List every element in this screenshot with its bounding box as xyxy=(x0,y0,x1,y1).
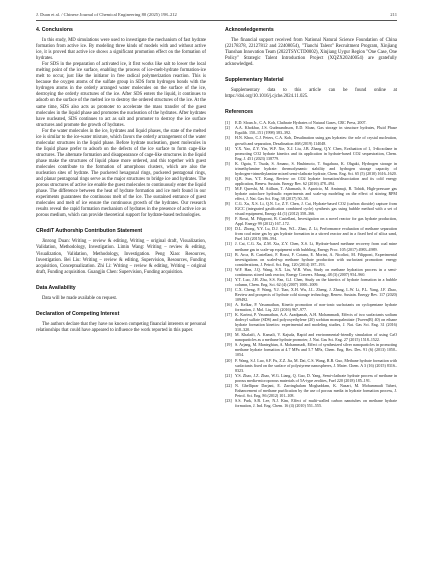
reference-number: [16] xyxy=(225,302,232,308)
data-availability-section xyxy=(36,284,206,302)
conclusions-section xyxy=(36,26,206,219)
reference-number: [14] xyxy=(225,276,232,282)
reference-number: [20] xyxy=(225,357,232,363)
reference-text: S. Arjang, M. Manteghian, A. Mohammadi, Effect of synthesized silver nanoparticles in promoting methane hydrate formation at 4.7 MPa and 5.7 MPa, Chem. Eng. Res. Des. 91 (6) (2013) 1050–1054. xyxy=(235,342,397,358)
reference-list xyxy=(225,120,397,408)
declaration-heading: Declaration of Competing Interest xyxy=(36,310,120,317)
header-divider xyxy=(36,20,397,21)
reference-item xyxy=(225,332,397,342)
reference-text: M. Khalaifi, A. Kamali, V. Kajuda, Rapid and environmental-friendly simulation of using CaO nanoparticles as a methane hydrate promoter, J. Nat. Gas Sci. Eng. 27 (2015) 1518–1522. xyxy=(235,332,397,343)
acknowledgements-section xyxy=(225,26,397,68)
reference-text: E.D. Sloan Jr., C.A. Koh, Clathrate Hydrates of Natural Gases, CRC Press, 2007. xyxy=(235,120,367,126)
right-column xyxy=(225,26,397,408)
reference-text: D.L. Zhong, Y.Y. Lu, D.J. Sun, W.L. Zhao, Z. Li, Performance evaluation of methane separation from coal mine gas by gas hydrate formation in a stirred reactor and in a fixed bed of silica sand, Fuel 143 (2015) 586–594. xyxy=(235,226,397,242)
reference-item xyxy=(225,161,397,176)
reference-number: [13] xyxy=(225,266,232,272)
left-column xyxy=(36,26,206,334)
reference-text: S.S. Park, S.B. Lee, N.J. Kim, Effect of multi-walled carbon nanotubes on methane hydrate formation, J. Ind. Eng. Chem. 16 (4) (2010) 551–555. xyxy=(235,397,397,408)
reference-item xyxy=(225,241,397,251)
supplementary-text: Supplementary data to this article can be found online at https://doi.org/10.1016/j.cjche.2024.11.025. xyxy=(225,88,397,100)
reference-text: K. Ogata, T. Tsuda, S. Amano, S. Hashimoto, T. Sugahara, K. Ohgaki, Hydrogen storage in trimethylamine hydrate: thermodynamic stability and hydrogen storage capacity of hydrogen+trimethylamine mixed semi-clathrate hydrate, Chem. Eng. Sci. 65 (5) (2010) 1616–1620. xyxy=(235,160,397,176)
data-availability-text: Data will be made available on request. xyxy=(42,295,118,301)
reference-item xyxy=(225,383,397,398)
reference-text: A. Kelkar, P. Vasumathan, Kinetic promotion of non-ionic surfactants on cyclopentane hydrate formation, J. Mol. Liq. 221 (2016) 967–977. xyxy=(235,302,397,313)
reference-item xyxy=(225,201,397,216)
conclusions-paragraph: In this study, MD simulations were used to investigate the mechanism of fast hydrate formation from active ice. By modeling three kinds of models with and without active ice, it is proved that active ice shows a significant promotion effect on the formation of hydrates. xyxy=(36,38,206,62)
reference-number: [17] xyxy=(225,312,232,318)
declaration-section xyxy=(36,310,206,334)
reference-text: M.F. Qureshi, M. Atilhan, T. Altamash, S. Aparicio, M. Aminnaji, B. Tohidi, High-pressure gas hydrate autoclave hydraulic experiments and scale-up modeling on the effect of stirring RPM effect, J. Nat. Gas Sci. Eng. 38 (2017) 50–58. xyxy=(235,185,397,202)
reference-number: [11] xyxy=(225,241,232,247)
reference-item xyxy=(225,186,397,201)
acknowledgements-heading: Acknowledgements xyxy=(225,27,274,33)
page-number: 211 xyxy=(390,12,397,17)
declaration-text: The authors declare that they have no known competing financial interests or personal relationships that could have appeared to influence the work reported in this paper. xyxy=(36,321,206,333)
reference-text: K. Karimi, P. Vasumathan, A.A. Azadpanah, A.H. Mohammadi, Effects of two surfactants sodium dodecyl sulfate (SDS) and polyoxyethylene (20) sorbitan monopalmitate (Tween(R) 40) on ethane hydrate formation kinetics: experimental and modeling studies, J. Nat. Gas Sci. Eng. 31 (2016) 310–320. xyxy=(235,312,397,333)
running-head xyxy=(36,11,397,19)
reference-item xyxy=(225,358,397,373)
credit-heading: CRediT Authorship Contribution Statement xyxy=(36,228,143,235)
references-section xyxy=(225,108,397,408)
reference-number: [8] xyxy=(225,201,230,207)
reference-number: [21] xyxy=(225,372,232,378)
conclusions-paragraph: For the water molecules in the ice, hydrates and liquid phases, the state of the melted ice is similar to the ice-water mixture, which favors the orderly arrangement of the water molecular structures in the liquid phase. Before hydrate nucleation, guest molecules in the liquid phase prefer to adsorb on the defects of the ice surface to form cage-like structures. The alternate formation and disappearance of cage-like structures in the liquid phase make the structures of liquid phase more ordered, and this together with guest molecules contribute to the formation of amorphous clusters, which are also the nucleation sites of hydrate. The puckered hexagonal rings, puckered pentagonal rings, and planar pentagonal rings serve as the major structures to bridge ice and hydrates. The porous structures of active ice enable the guest molecules to continuously enter the liquid phase. The difference between the heat of hydrate formation and ice melt found in our experiments guarantees the continuous melt of the ice. The sustained entrance of guest molecules and melt of ice ensure the continuous growth of the hydrates. Our research results reveal the rapid formation mechanism of hydrates in the presence of active ice as porous medium, which can provide theoretical support for hydrate-based technologies. xyxy=(36,128,206,219)
acknowledgements-text: The financial support received from National Natural Science Foundation of China (22178378, 22127812 and 22408054), "Tianchi Talent" Recruitment Program, Xinjiang Tianshan Innovation Team (2022TSYCTD0002), Xinjiang Uygur Region "One Case, One Policy" Strategic Talent Introduction Project (XQZX20240054) are gratefully acknowledged. xyxy=(225,38,397,68)
reference-number: [1] xyxy=(225,120,230,126)
reference-item xyxy=(225,146,397,161)
reference-item xyxy=(225,176,397,186)
reference-item xyxy=(225,125,397,135)
reference-item xyxy=(225,216,397,226)
reference-text: B. Arca, B. Castellani, F. Rossi, F. Cotana, E. Morini, A. Nicolini, M. Filipponi, Experimental investigations on scaled-up methane hydrate production with surfactant promotion: energy considerations, J. Petrol. Sci. Eng. 120 (2014) 187–193. xyxy=(235,251,397,267)
running-title: J. Duan et al. / Chinese Journal of Chemical Engineering 80 (2025) 198–212 xyxy=(36,12,177,17)
supplementary-section xyxy=(225,76,397,100)
credit-section xyxy=(36,227,206,275)
reference-text: F. Wang, S.J. Luo, S.F. Fu, Z.Z. Jia, M. Dai, C.S. Wang, R.B. Guo, Methane hydrate formation with surfactants fixed on the surface of polystyrene nanospheres, J. Mater. Chem. A 3 (16) (2015) 8316–8323. xyxy=(235,357,397,373)
reference-number: [9] xyxy=(225,216,230,222)
reference-text: H.N. Khoo, C.J. Peters, C.A. Koh, Desalination using gas hydrates: the role of crystal nucleation, growth and separation, Desalination 468 (2019) 114048. xyxy=(235,135,397,146)
reference-item xyxy=(225,267,397,277)
reference-item xyxy=(225,373,397,383)
conclusions-paragraph: For SDS in the preparation of activated ice, it first works like salt to lower the local melting point of the ice surface, enabling the process of ice-melt-hydrate formation-ice melt to occur, just like the initiator in free radical polymerization reaction. This is because the oxygen atoms of the sulfate group in SDS form hydrogen bonds with the hydrogen atoms in the orderly arranged water molecules on the surface of the ice, destroying the orderly structures of the ice. After SDS enters the liquid, it continues to adsorb on the surface of the melted ice to destroy the ordered structures of the ice. At the same time, SDS also acts as promoter to accelerate the mass transfer of the guest molecules in the liquid phase and promotes the nucleation of the hydrates. After hydrates have nucleated, SDS continues to act as salt and promoter to destroy the ice surface structures and promote the growth of hydrates. xyxy=(36,62,206,128)
reference-number: [19] xyxy=(225,342,232,348)
references-heading: References xyxy=(225,109,253,116)
reference-number: [12] xyxy=(225,251,232,257)
reference-text: A.A. Khokhar, J.S. Gudmundsson, E.D. Sloan, Gas storage in structure hydrates, Fluid Phase Equilib. 150–151 (1998) 383–392. xyxy=(235,125,397,136)
reference-number: [10] xyxy=(225,226,232,232)
reference-text: N. Ghelliprar Darjani, E. Zarringhalam Moghaddam, K. Nazari, M. Mohammadi Taheri, Enhancement of methane purification by the use of porous media in hydrate formation process, J. Petrol. Sci. Eng. 86 (2012) 101–108. xyxy=(235,382,397,398)
reference-text: C.G. Xu, X.S. Li, Q.N. Lv, Z.Y. Chen, J. Cai, Hydrate-based CO2 (carbon dioxide) capture from IGCC (integrated gasification combined cycle) synthesis gas using bubble method with a set of visual equipment, Energy 44 (1) (2012) 358–366. xyxy=(235,201,397,217)
reference-text: Y.X. Yao, Z.Y. Yin, W.F. Xie, X.J. Liu, J.B. Zhang, Q.Y. Chen, Evaluation of 1, 3-dioxolane in promoting CO2 hydrate kinetics and its application in hydrate-based CO2 sequestration, Chem. Eng. J. 451 (2023) 138779. xyxy=(235,145,397,161)
reference-number: [3] xyxy=(225,135,230,141)
reference-item xyxy=(225,302,397,312)
reference-number: [22] xyxy=(225,382,232,388)
reference-number: [2] xyxy=(225,125,230,131)
reference-item xyxy=(225,277,397,287)
reference-number: [18] xyxy=(225,332,232,338)
reference-text: J. Cai, C.G. Xu, Z.M. Xia, Z.Y. Chen, X.S. Li, Hydrate-based methane recovery from coal mine methane gas in scale-up equipment with bubbling, Energy Proc. 105 (2017) 4983–4989. xyxy=(235,241,397,252)
reference-item xyxy=(225,135,397,145)
conclusions-heading: 4. Conclusions xyxy=(36,27,73,33)
reference-text: F. Rossi, M. Filipponi, B. Castellani, Investigation on a novel reactor for gas hydrate production, Appl. Energy 99 (2012) 167–172. xyxy=(235,216,397,227)
reference-item xyxy=(225,312,397,332)
reference-item xyxy=(225,342,397,357)
supplementary-heading: Supplementary Material xyxy=(225,77,284,84)
reference-item xyxy=(225,226,397,241)
reference-number: [7] xyxy=(225,185,230,191)
reference-number: [15] xyxy=(225,286,232,292)
credit-text: Jinrong Duan: Writing – review & editing, Writing – original draft, Visualization, Validation, Methodology, Investigation. Limin Wang: Writing – review & editing, Visualization, Validation, Methodology, Investigation. Peng Xiao: Resources, Investigation. Bei Liu: Writing – review & editing, Supervision, Resources, Funding acquisition, Conceptualization. Zhi Li: Writing – review & editing, Writing – original draft, Funding acquisition. Guangjin Chen: Supervision, Funding acquisition. xyxy=(36,239,206,275)
data-availability-heading: Data Availability xyxy=(36,284,76,291)
reference-number: [6] xyxy=(225,175,230,181)
reference-item xyxy=(225,252,397,267)
reference-text: Q.B. Sun, Y.T. Kang, Review on CO2 hydrate formation/dissociation and its cold energy application, Renew. Sustain. Energy Rev. 62 (2016) 478–494. xyxy=(235,175,397,186)
reference-text: Y.S. Zhao, J.Z. Zhao, W.G. Liang, Q. Gao, D. Yang, Semi-clathrate hydrate process of methane in porous media-microporous materials of 5A-type zeolites, Fuel 220 (2018) 185–191. xyxy=(235,372,397,383)
reference-item xyxy=(225,398,397,408)
reference-item xyxy=(225,287,397,302)
reference-number: [5] xyxy=(225,160,230,166)
reference-number: [4] xyxy=(225,145,230,151)
reference-text: Y.T. Luo, J.H. Zhu, S.S. Fan, G.J. Chen, Study on the kinetics of hydrate formation in a bubble column, Chem. Eng. Sci. 62 (4) (2007) 1000–1009. xyxy=(235,276,397,287)
reference-number: [23] xyxy=(225,397,232,403)
reference-text: W.F. Han, J.Q. Wang, S.X. Liu, W.R. Wan, Study on methane hydration process in a semi-continuous stirred tank reactor, Energy Convers. Manag. 48 (3) (2007) 954–960. xyxy=(235,266,397,277)
reference-text: C.X. Cheng, F. Wang, Y.J. Tian, X.H. Wu, J.L. Zheng, J. Zhang, L.W. Li, P.L. Yang, J.F. Zhao, Review and prospects of hydrate cold storage technology, Renew. Sustain. Energy Rev. 117 (2020) 109492. xyxy=(235,286,397,302)
